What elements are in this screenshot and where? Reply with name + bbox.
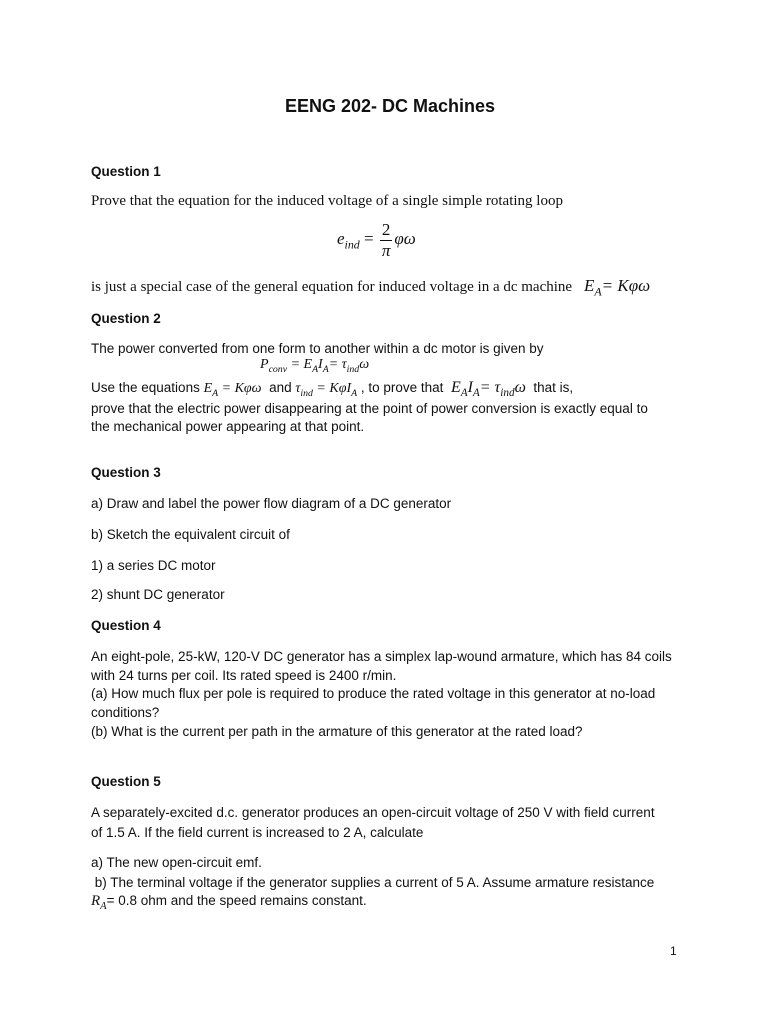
question-2-heading: Question 2 — [91, 311, 161, 326]
question-2-line-2 — [91, 379, 573, 399]
eq-p: P — [260, 357, 269, 372]
question-3-part-b: b) Sketch the equivalent circuit of — [91, 527, 290, 542]
line2-eq3 — [450, 379, 526, 400]
question-5-part-c-rest: = 0.8 ohm and the speed remains constant. — [106, 893, 367, 908]
eq2-sub: ind — [300, 387, 313, 399]
question-2-line-3: prove that the electric power disappearing at the point of power conversion is exactly equal to — [91, 401, 648, 416]
eq-mid1-sub: A — [312, 363, 319, 375]
question-5-part-c — [91, 893, 367, 912]
eq-mid1: = E — [287, 357, 313, 372]
eq2-lhs-sub: A — [594, 284, 602, 299]
question-2-line-1: The power converted from one form to another within a dc motor is given by — [91, 341, 544, 356]
question-3-part-a: a) Draw and label the power flow diagram of a DC generator — [91, 496, 452, 511]
eq2-rhs-sub: A — [351, 387, 358, 399]
question-5-line-1: A separately-excited d.c. generator produces an open-circuit voltage of 250 V with field current — [91, 805, 655, 820]
question-2-line-4: the mechanical power appearing at that point. — [91, 419, 365, 434]
eq-mid2-sub: A — [322, 363, 329, 375]
line2-a: Use the equations — [91, 380, 200, 395]
eq3-c: = τ — [479, 379, 501, 396]
question-2-equation — [260, 357, 369, 375]
resistance-sub: A — [100, 901, 107, 912]
eq-denominator: π — [381, 240, 391, 260]
question-5-part-b: b) The terminal voltage if the generator supplies a current of 5 A. Assume armature resistance — [91, 875, 655, 890]
page-number: 1 — [670, 944, 677, 958]
eq2-rhs: = KφI — [312, 381, 352, 396]
question-4-line-3: (a) How much flux per pole is required to produce the rated voltage in this generator at no-load — [91, 686, 656, 701]
line2-eq2 — [295, 381, 358, 399]
eq1-rhs: = Kφω — [218, 381, 262, 396]
question-5-part-a: a) The new open-circuit emf. — [91, 855, 262, 870]
eq2-lhs: E — [584, 276, 595, 295]
eq-lhs-sub: ind — [344, 237, 360, 252]
eq-equals: = — [364, 229, 374, 248]
line2-c: , to prove that — [360, 380, 444, 395]
eq-p-sub: conv — [268, 363, 288, 375]
question-3-part-b1: 1) a series DC motor — [91, 558, 216, 573]
eq3-a-sub: A — [460, 387, 468, 400]
page-title: EENG 202- DC Machines — [285, 96, 496, 116]
question-4-line-4: conditions? — [91, 705, 160, 720]
eq3-c-sub: ind — [500, 387, 515, 400]
question-4-line-5: (b) What is the current per path in the armature of this generator at the rated load? — [91, 724, 583, 739]
eq-numerator: 2 — [381, 219, 391, 239]
question-5-line-2: of 1.5 A. If the field current is increased to 2 A, calculate — [91, 825, 424, 840]
question-5-heading: Question 5 — [91, 774, 161, 789]
line2-b: and — [269, 380, 292, 395]
eq2-rhs: = Kφω — [601, 276, 651, 295]
question-4-line-2: with 24 turns per coil. Its rated speed is 2400 r/min. — [91, 668, 397, 683]
eq3-b: I — [467, 379, 473, 396]
question-1-equation-2 — [584, 276, 650, 299]
question-4-line-1: An eight-pole, 25-kW, 120-V DC generator has a simplex lap-wound armature, which has 84 coils — [91, 649, 672, 664]
question-1-line-1: Prove that the equation for the induced voltage of a single simple rotating loop — [91, 193, 563, 209]
eq-end: ω — [359, 357, 370, 372]
question-4-heading: Question 4 — [91, 618, 161, 633]
eq1-sub: A — [212, 387, 219, 399]
line2-eq1 — [203, 381, 262, 399]
question-3-part-b2: 2) shunt DC generator — [91, 587, 225, 602]
question-3-heading: Question 3 — [91, 465, 161, 480]
question-1-equation — [337, 218, 416, 265]
eq-fraction — [380, 220, 393, 261]
resistance-letter: R — [91, 893, 101, 909]
question-1-line-2: is just a special case of the general equation for induced voltage in a dc machine — [91, 279, 573, 295]
eq3-a: E — [450, 379, 461, 396]
line2-d: that is, — [533, 380, 574, 395]
eq1-symbol: E — [203, 381, 213, 396]
resistance-symbol — [91, 893, 107, 912]
eq-mid2: I — [318, 357, 323, 372]
eq2-symbol: τ — [295, 381, 301, 396]
eq-mid3-sub: ind — [346, 363, 360, 375]
eq3-b-sub: A — [472, 387, 480, 400]
eq-mid3: = τ — [328, 357, 347, 372]
eq-rhs: φω — [394, 229, 416, 248]
eq3-d: ω — [514, 379, 526, 396]
question-1-heading: Question 1 — [91, 164, 161, 179]
eq-lhs: e — [337, 229, 345, 248]
